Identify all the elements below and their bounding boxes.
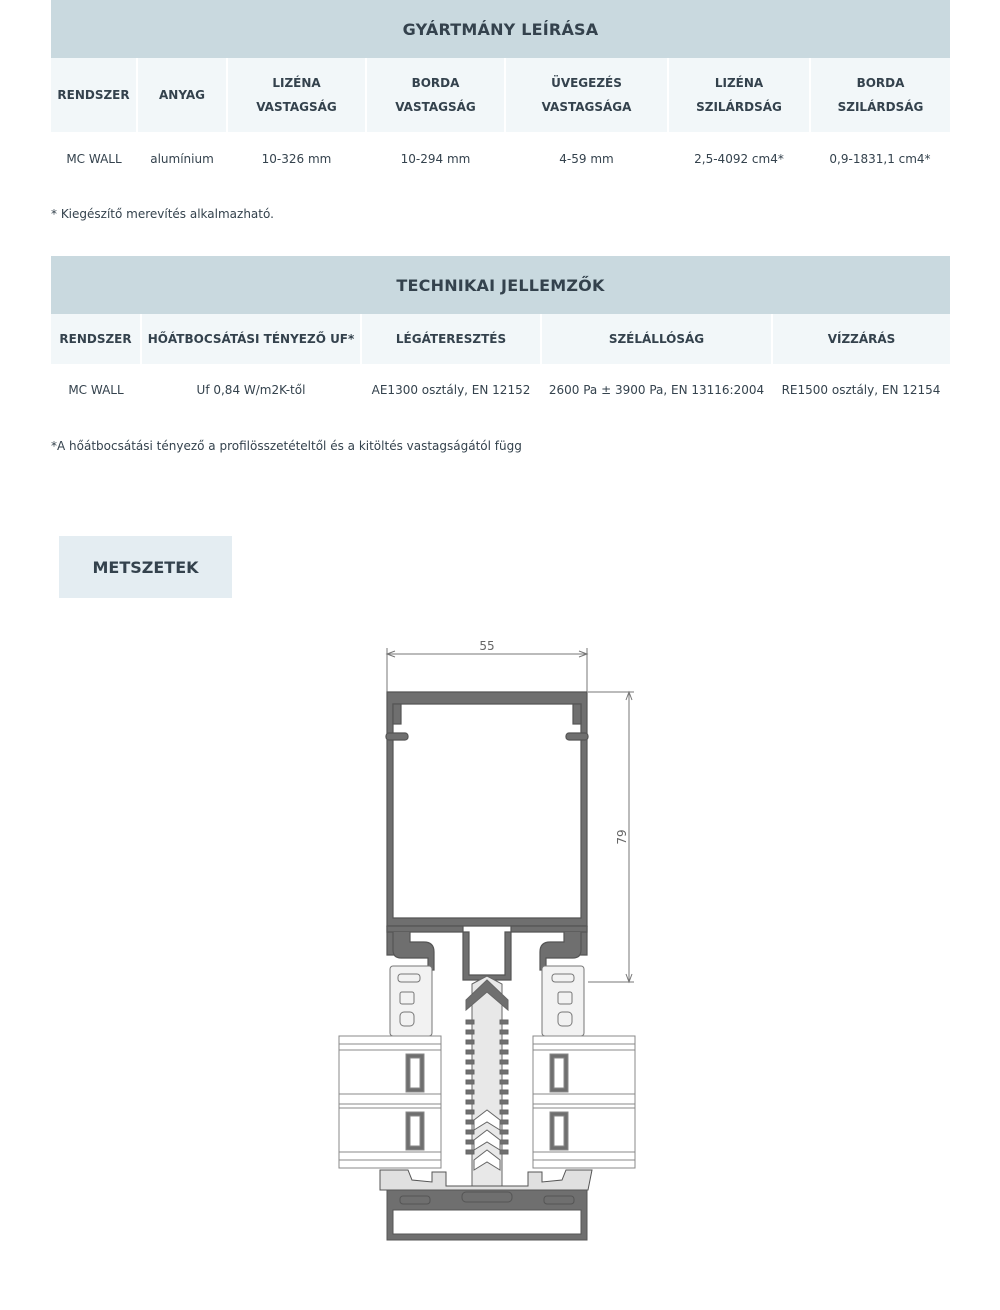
col-header-system: RENDSZER — [51, 314, 141, 364]
technical-title: TECHNIKAI JELLEMZŐK — [51, 256, 950, 314]
col-header-system: RENDSZER — [51, 58, 137, 132]
technical-section — [51, 256, 950, 416]
cell-wind-resistance: 2600 Pa ± 3900 Pa, EN 13116:2004 — [548, 383, 765, 397]
col-header-heat-transfer: HŐÁTBOCSÁTÁSI TÉNYEZŐ UF* — [141, 314, 361, 364]
product-table — [51, 58, 950, 186]
col-header-lesene-thickness: LIZÉNA VASTAGSÁG — [227, 58, 366, 132]
mullion-profile — [386, 692, 588, 980]
technical-footnote: *A hőátbocsátási tényező a profilösszetételtől és a kitöltés vastagságától függ — [51, 439, 522, 453]
table-header-row — [51, 314, 950, 364]
table-header-row — [51, 58, 950, 132]
col-header-rib-strength: BORDA SZILÁRDSÁG — [810, 58, 950, 132]
cell-glazing-thickness: 4-59 mm — [559, 152, 614, 166]
cell-air-permeability: AE1300 osztály, EN 12152 — [371, 383, 531, 397]
cell-rib-thickness: 10-294 mm — [400, 152, 471, 166]
col-header-glazing-thickness: ÜVEGEZÉS VASTAGSÁGA — [505, 58, 668, 132]
profile-cross-section-drawing — [330, 630, 650, 1250]
col-header-rib-thickness: BORDA VASTAGSÁG — [366, 58, 505, 132]
product-description-section — [51, 0, 950, 186]
cell-heat-transfer: Uf 0,84 W/m2K-től — [196, 383, 306, 397]
cell-rib-strength: 0,9-1831,1 cm4* — [829, 152, 931, 166]
cell-lesene-thickness: 10-326 mm — [261, 152, 332, 166]
cell-system: MC WALL — [66, 152, 122, 166]
width-dimension-label: 55 — [479, 639, 495, 653]
col-header-material: ANYAG — [137, 58, 227, 132]
cell-watertightness: RE1500 osztály, EN 12154 — [781, 383, 941, 397]
product-description-title: GYÁRTMÁNY LEÍRÁSA — [51, 0, 950, 58]
col-header-lesene-strength: LIZÉNA SZILÁRDSÁG — [668, 58, 810, 132]
cell-system: MC WALL — [68, 383, 124, 397]
col-header-wind-resistance: SZÉLÁLLÓSÁG — [541, 314, 772, 364]
technical-table — [51, 314, 950, 416]
cell-material: alumínium — [150, 152, 214, 166]
sections-tab[interactable]: METSZETEK — [59, 536, 232, 598]
cell-lesene-strength: 2,5-4092 cm4* — [694, 152, 784, 166]
height-dimension-label: 79 — [615, 829, 629, 845]
thermal-insulator — [466, 976, 508, 1190]
col-header-watertightness: VÍZZÁRÁS — [772, 314, 950, 364]
product-footnote: * Kiegészítő merevítés alkalmazható. — [51, 207, 274, 221]
table-row — [51, 132, 950, 186]
table-row — [51, 364, 950, 416]
width-dimension — [387, 648, 587, 692]
col-header-air-permeability: LÉGÁTERESZTÉS — [361, 314, 541, 364]
